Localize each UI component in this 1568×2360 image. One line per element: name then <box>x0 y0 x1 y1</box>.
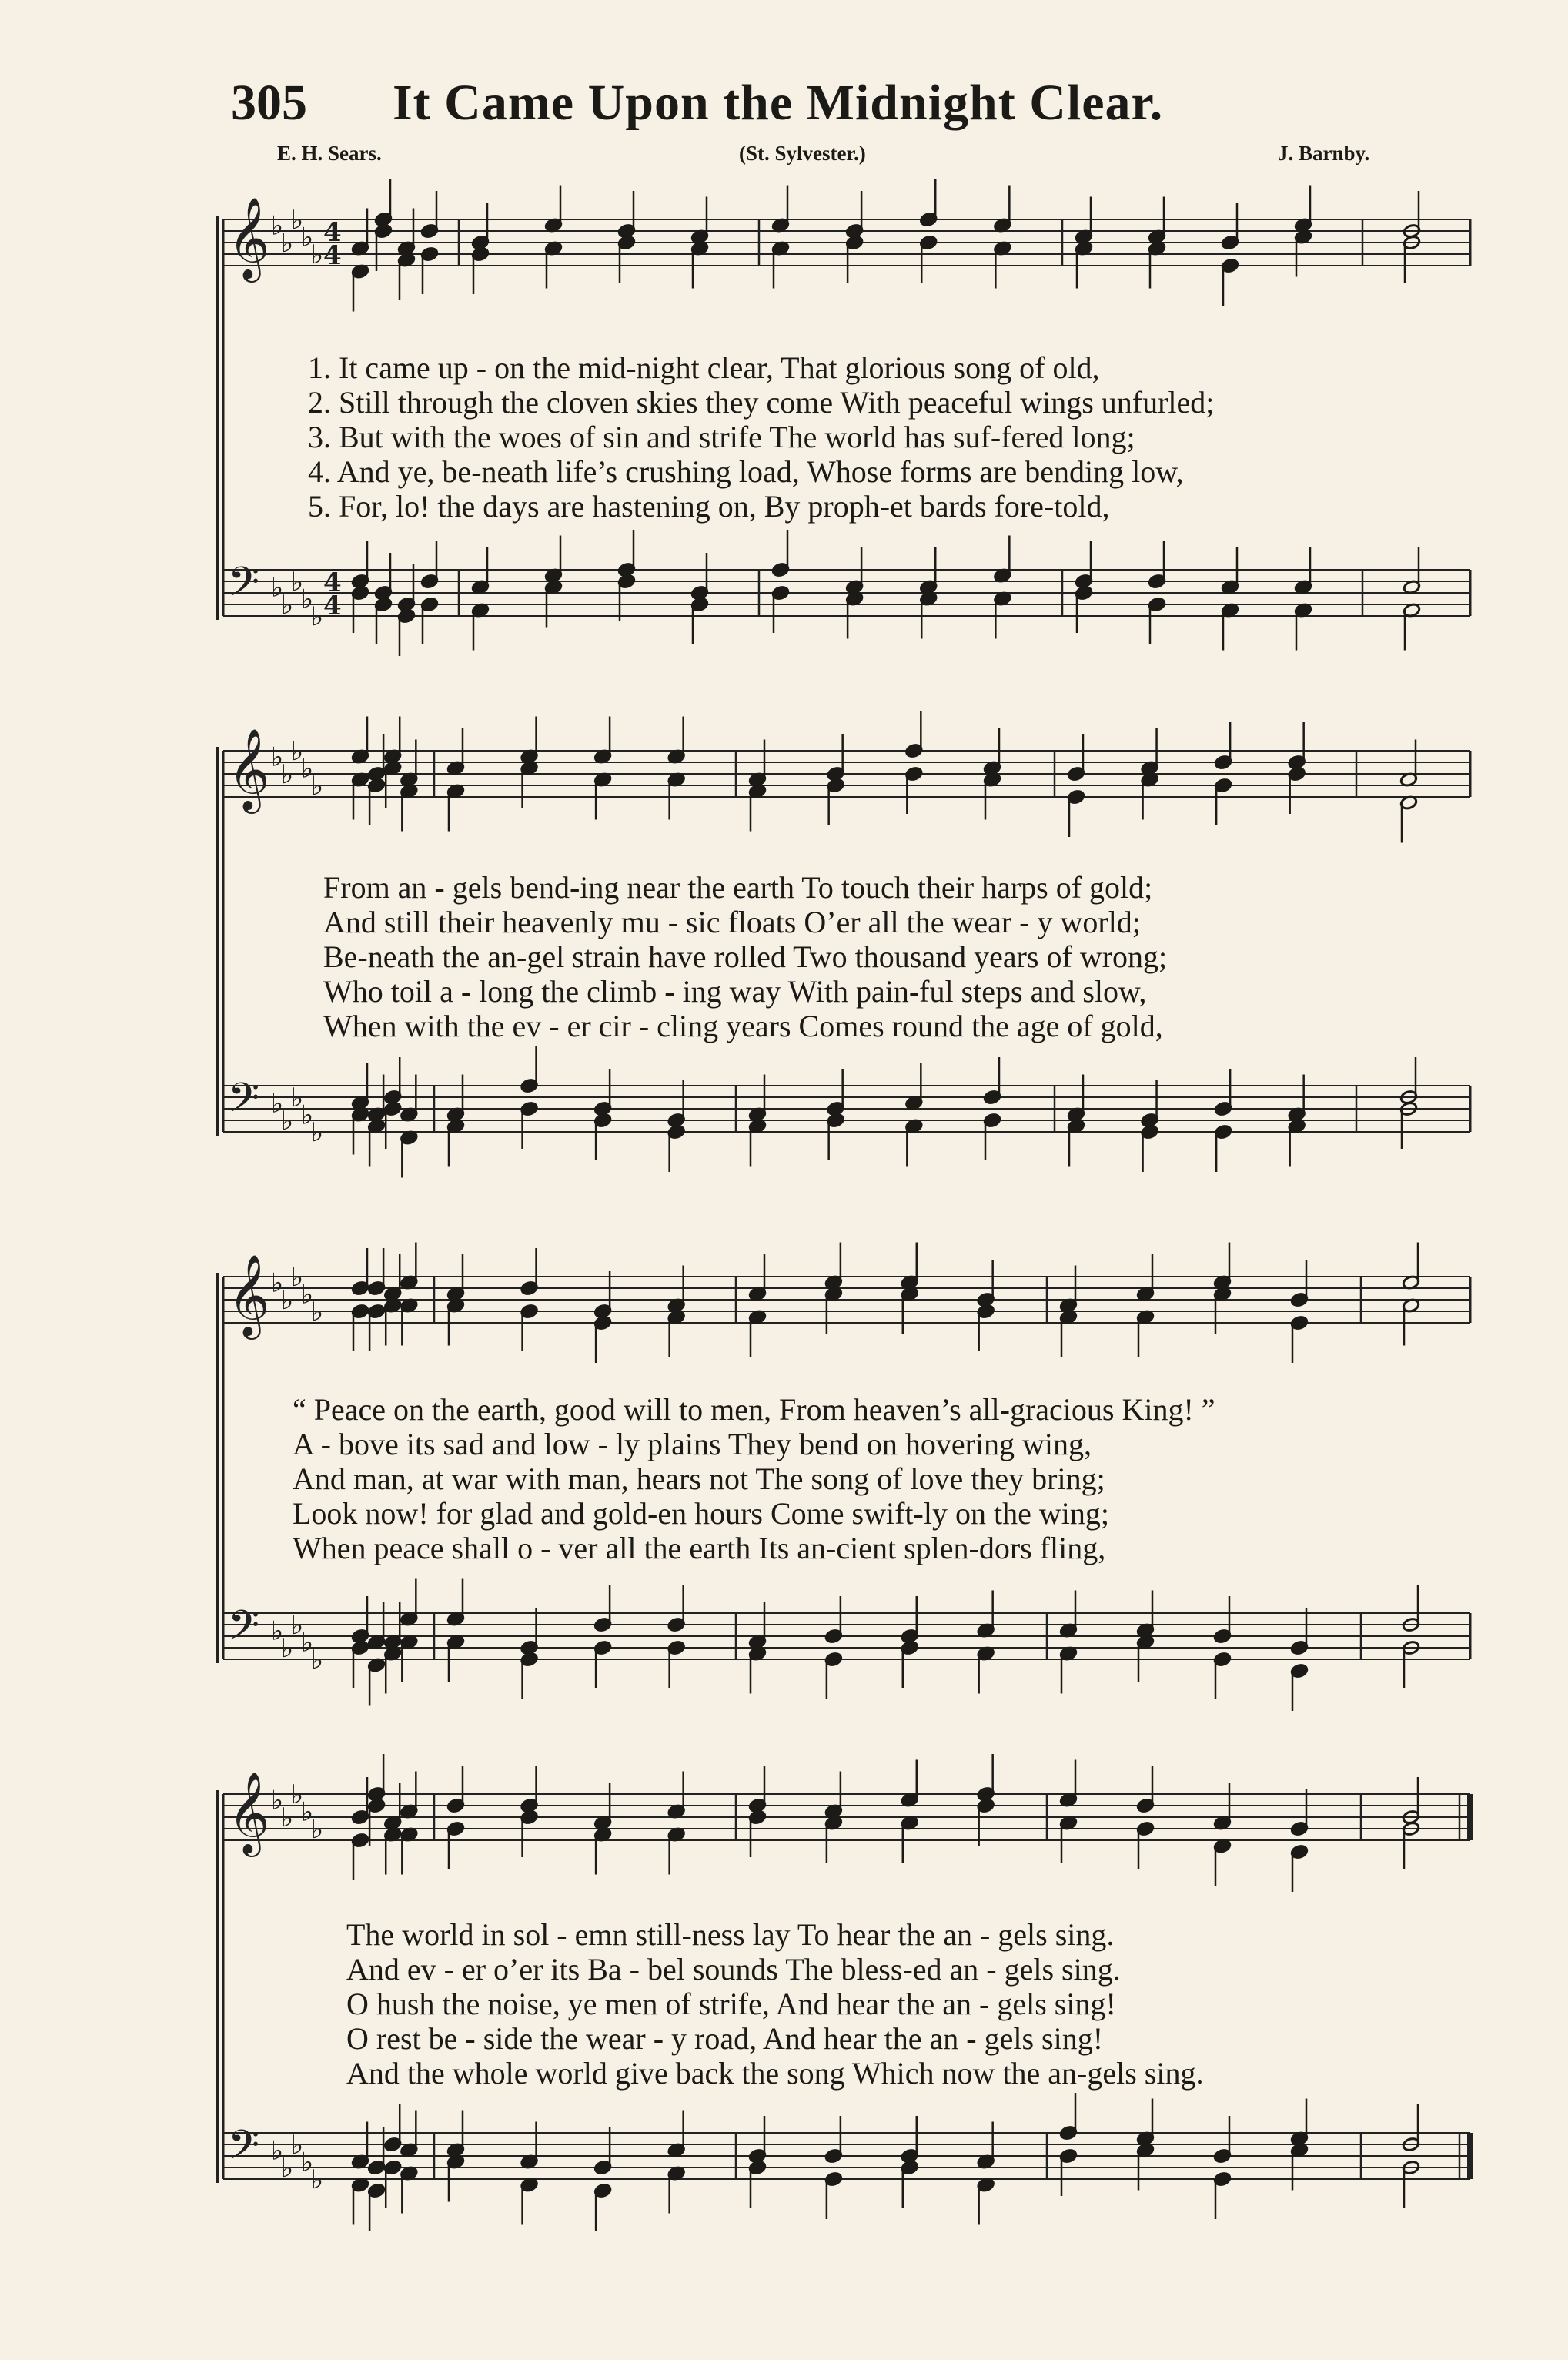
lyric-line: 3. But with the woes of sin and strife The world has suf-fered long; <box>308 420 1135 454</box>
flat-sign-icon: ♭ <box>301 1279 314 1311</box>
flat-sign-icon: ♭ <box>311 1645 324 1675</box>
flat-sign-icon: ♭ <box>271 2135 284 2167</box>
lyric-line: O hush the noise, ye men of strife, And hear the an - gels sing! <box>346 1987 1116 2021</box>
treble-clef-icon: 𝄞 <box>228 1254 270 1336</box>
lyric-line: “ Peace on the earth, good will to men, From heaven’s all-gracious King! ” <box>293 1392 1215 1427</box>
time-signature: 4 <box>323 567 342 598</box>
flat-sign-icon: ♭ <box>281 590 294 621</box>
lyric-line: O rest be - side the wear - y road, And hear the an - gels sing! <box>346 2021 1104 2056</box>
flat-sign-icon: ♭ <box>281 759 294 790</box>
composer-credit: J. Barnby. <box>1278 142 1370 165</box>
flat-sign-icon: ♭ <box>311 771 324 802</box>
flat-sign-icon: ♭ <box>281 1285 294 1316</box>
lyric-line: And still their heavenly mu - sic floats O’er all the wear - y world; <box>323 905 1141 939</box>
lyric-line: When with the ev - er cir - cling years Comes round the age of gold, <box>323 1009 1163 1043</box>
lyric-line: 5. For, lo! the days are hastening on, By proph-et bards fore-told, <box>308 489 1110 524</box>
flat-sign-icon: ♭ <box>281 1633 294 1664</box>
flat-sign-icon: ♭ <box>301 1627 314 1659</box>
flat-sign-icon: ♭ <box>301 1796 314 1828</box>
flat-sign-icon: ♭ <box>311 1117 324 1148</box>
bass-clef-icon: 𝄢 <box>228 2122 260 2179</box>
lyric-line: 4. And ye, be-neath life’s crushing load, Whose forms are bending low, <box>308 454 1184 489</box>
time-signature: 4 <box>323 217 342 248</box>
treble-clef-icon: 𝄞 <box>228 1771 270 1853</box>
hymn-number: 305 <box>231 75 307 131</box>
flat-sign-icon: ♭ <box>271 1088 284 1120</box>
flat-sign-icon: ♭ <box>311 239 324 270</box>
flat-sign-icon: ♭ <box>271 572 284 604</box>
treble-clef-icon: 𝄞 <box>228 728 270 810</box>
bass-clef-icon: 𝄢 <box>228 559 260 616</box>
flat-sign-icon: ♭ <box>301 584 314 615</box>
flat-sign-icon: ♭ <box>291 1779 304 1810</box>
lyric-line: Who toil a - long the climb - ing way With pain-ful steps and slow, <box>323 974 1147 1009</box>
lyric-line: When peace shall o - ver all the earth Its an-cient splen-dors fling, <box>293 1531 1106 1565</box>
flat-sign-icon: ♭ <box>291 2130 304 2161</box>
flat-sign-icon: ♭ <box>291 1083 304 1113</box>
flat-sign-icon: ♭ <box>291 1262 304 1293</box>
flat-sign-icon: ♭ <box>311 601 324 632</box>
lyric-line: Be-neath the an-gel strain have rolled Two thousand years of wrong; <box>323 939 1168 974</box>
flat-sign-icon: ♭ <box>311 2164 324 2195</box>
lyric-line: From an - gels bend-ing near the earth To touch their harps of gold; <box>323 870 1153 905</box>
flat-sign-icon: ♭ <box>271 210 284 242</box>
flat-sign-icon: ♭ <box>271 1785 284 1816</box>
lyric-line: And ev - er o’er its Ba - bel sounds The bless-ed an - gels sing. <box>346 1952 1121 1987</box>
lyric-line: Look now! for glad and gold-en hours Come swift-ly on the wing; <box>293 1496 1109 1531</box>
hymn-title: It Came Upon the Midnight Clear. <box>393 75 1164 131</box>
tune-name: (St. Sylvester.) <box>739 142 866 165</box>
flat-sign-icon: ♭ <box>311 1814 324 1845</box>
lyric-line: 1. It came up - on the mid-night clear, That glorious song of old, <box>308 350 1100 385</box>
lyric-line: And man, at war with man, hears not The song of love they bring; <box>293 1461 1105 1496</box>
bass-clef-icon: 𝄢 <box>228 1075 260 1132</box>
flat-sign-icon: ♭ <box>281 2153 294 2184</box>
flat-sign-icon: ♭ <box>291 1610 304 1641</box>
bass-notes <box>351 2093 1420 2231</box>
flat-sign-icon: ♭ <box>301 753 314 785</box>
time-signature: 4 <box>323 591 342 621</box>
flat-sign-icon: ♭ <box>271 1267 284 1299</box>
treble-notes <box>351 1754 1420 1892</box>
flat-sign-icon: ♭ <box>281 1106 294 1136</box>
lyric-line: And the whole world give back the song Which now the an-gels sing. <box>346 2056 1204 2091</box>
bass-staff <box>223 2122 1470 2195</box>
flat-sign-icon: ♭ <box>301 222 314 253</box>
flat-sign-icon: ♭ <box>291 567 304 598</box>
flat-sign-icon: ♭ <box>271 741 284 773</box>
flat-sign-icon: ♭ <box>311 1297 324 1327</box>
treble-clef-icon: 𝄞 <box>228 196 270 279</box>
flat-sign-icon: ♭ <box>301 1100 314 1131</box>
lyric-line: The world in sol - emn still-ness lay To hear the an - gels sing. <box>346 1917 1115 1952</box>
flat-sign-icon: ♭ <box>281 228 294 259</box>
lyric-line: 2. Still through the cloven skies they come With peaceful wings unfurled; <box>308 385 1215 420</box>
flat-sign-icon: ♭ <box>291 736 304 767</box>
flat-sign-icon: ♭ <box>291 205 304 236</box>
author-credit: E. H. Sears. <box>277 142 382 165</box>
time-signature: 4 <box>323 240 342 271</box>
flat-sign-icon: ♭ <box>271 1615 284 1647</box>
lyric-line: A - bove its sad and low - ly plains They bend on hovering wing, <box>293 1427 1092 1461</box>
bass-clef-icon: 𝄢 <box>228 1602 260 1659</box>
flat-sign-icon: ♭ <box>301 2147 314 2178</box>
flat-sign-icon: ♭ <box>281 1803 294 1833</box>
